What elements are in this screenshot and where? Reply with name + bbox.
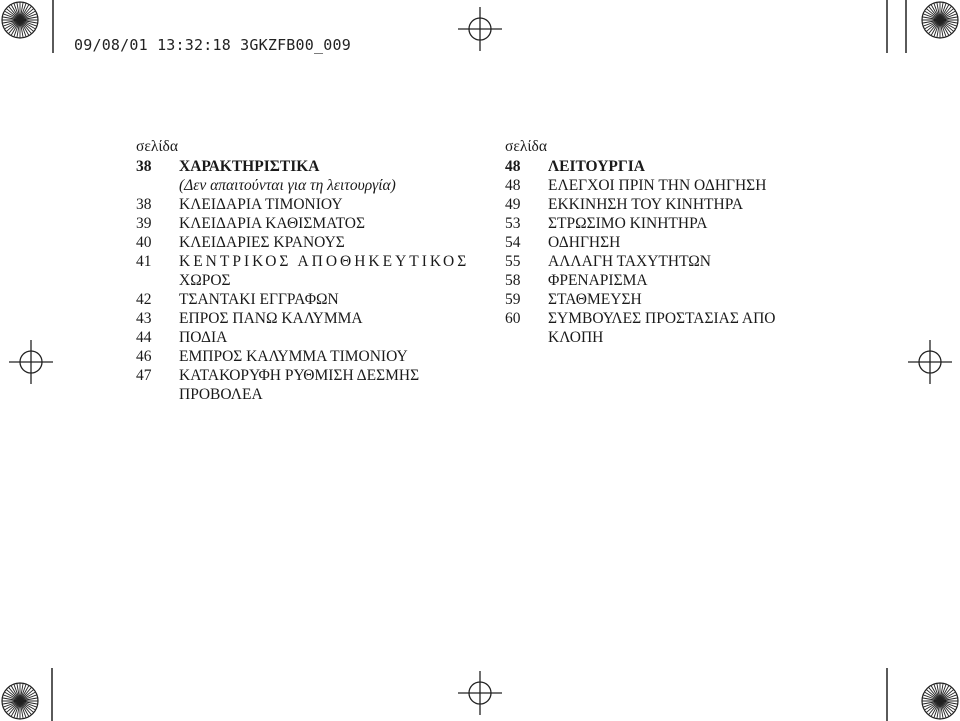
toc-entry-continuation: ΚΛΟΠΗ bbox=[548, 329, 604, 346]
toc-entry bbox=[136, 252, 476, 271]
toc-left-column bbox=[136, 137, 476, 404]
toc-entry bbox=[505, 309, 835, 328]
toc-entry-title: ΟΔΗΓΗΣΗ bbox=[548, 234, 621, 251]
crosshair-registration-icon-right bbox=[905, 337, 955, 387]
toc-page-number: 46 bbox=[136, 348, 152, 365]
toc-entry bbox=[505, 214, 835, 233]
toc-page-number: 42 bbox=[136, 291, 152, 308]
toc-entry-title: ΑΛΛΑΓΗ ΤΑΧΥΤΗΤΩΝ bbox=[548, 253, 711, 270]
toc-page-number: 48 bbox=[505, 158, 521, 175]
toc-entry bbox=[505, 176, 835, 195]
crop-mark-icon-top-left bbox=[48, 0, 68, 55]
toc-entry-title: ΣΥΜΒΟΥΛΕΣ ΠΡΟΣΤΑΣΙΑΣ ΑΠΟ bbox=[548, 310, 776, 327]
toc-entry-title: ΚΛΕΙΔΑΡΙΕΣ ΚΡΑΝΟΥΣ bbox=[179, 234, 345, 251]
crosshair-registration-icon-bottom bbox=[455, 668, 505, 718]
toc-page-number: 54 bbox=[505, 234, 521, 251]
toc-page-number: 49 bbox=[505, 196, 521, 213]
printer-slug: 09/08/01 13:32:18 3GKZFB00_009 bbox=[74, 36, 351, 54]
toc-entry bbox=[505, 290, 835, 309]
toc-note: (Δεν απαιτούνται για τη λειτουργία) bbox=[179, 177, 396, 194]
toc-entry-title: ΕΚΚΙΝΗΣΗ ΤΟΥ ΚΙΝΗΤΗΡΑ bbox=[548, 196, 744, 213]
crop-mark-icon-bottom-right bbox=[882, 668, 912, 721]
crop-mark-icon-top-right bbox=[882, 0, 912, 55]
toc-entry-title: ΚΛΕΙΔΑΡΙΑ ΤΙΜΟΝΙΟΥ bbox=[179, 196, 343, 213]
starburst-registration-icon-bottom-right bbox=[920, 681, 960, 721]
crop-mark-icon-bottom-left bbox=[30, 668, 70, 721]
toc-page-number: 48 bbox=[505, 177, 521, 194]
toc-section-title: ΧΑΡΑΚΤΗΡΙΣΤΙΚΑ bbox=[179, 158, 320, 175]
toc-page-number: 41 bbox=[136, 253, 152, 270]
toc-entry-title: ΠΟΔΙΑ bbox=[179, 329, 228, 346]
toc-entry-title: ΕΠΡΟΣ ΠΑΝΩ ΚΑΛΥΜΜΑ bbox=[179, 310, 363, 327]
toc-right-column bbox=[505, 137, 835, 347]
toc-entry bbox=[136, 233, 476, 252]
toc-entry-title: ΤΣΑΝΤΑΚΙ ΕΓΓΡΑΦΩΝ bbox=[179, 291, 339, 308]
toc-entry-title: ΚΑΤΑΚΟΡΥΦΗ ΡΥΘΜΙΣΗ ΔΕΣΜΗΣ bbox=[179, 367, 420, 384]
toc-entry-continuation: ΧΩΡΟΣ bbox=[179, 272, 231, 289]
crosshair-registration-icon-left bbox=[6, 337, 56, 387]
toc-entry bbox=[136, 328, 476, 347]
toc-entry bbox=[136, 157, 476, 176]
toc-entry bbox=[505, 252, 835, 271]
toc-entry bbox=[136, 347, 476, 366]
toc-entry bbox=[505, 195, 835, 214]
page-column-header: σελίδα bbox=[505, 138, 547, 155]
toc-entry-title: ΣΤΡΩΣΙΜΟ ΚΙΝΗΤΗΡΑ bbox=[548, 215, 708, 232]
toc-entry bbox=[505, 157, 835, 176]
toc-page-number: 43 bbox=[136, 310, 152, 327]
toc-entry bbox=[136, 214, 476, 233]
toc-entry bbox=[505, 233, 835, 252]
crosshair-registration-icon-top bbox=[455, 4, 505, 54]
toc-page-number: 40 bbox=[136, 234, 152, 251]
toc-page-number: 38 bbox=[136, 158, 152, 175]
toc-page-number: 60 bbox=[505, 310, 521, 327]
toc-entry-title: ΚΛΕΙΔΑΡΙΑ ΚΑΘΙΣΜΑΤΟΣ bbox=[179, 215, 366, 232]
toc-entry-title: ΕΜΠΡΟΣ ΚΑΛΥΜΜΑ ΤΙΜΟΝΙΟΥ bbox=[179, 348, 408, 365]
toc-entry-title: ΦΡΕΝΑΡΙΣΜΑ bbox=[548, 272, 648, 289]
toc-entry-title: ΕΛΕΓΧΟΙ ΠΡΙΝ ΤΗΝ ΟΔΗΓΗΣΗ bbox=[548, 177, 767, 194]
toc-page-number: 59 bbox=[505, 291, 521, 308]
toc-page-number: 58 bbox=[505, 272, 521, 289]
toc-entry-title: ΚΕΝΤΡΙΚΟΣ ΑΠΟΘΗΚΕΥΤΙΚΟΣ bbox=[179, 253, 470, 270]
starburst-registration-icon-top-left bbox=[0, 0, 40, 40]
starburst-registration-icon-top-right bbox=[920, 0, 960, 40]
toc-entry bbox=[136, 195, 476, 214]
toc-page-number: 39 bbox=[136, 215, 152, 232]
toc-page-number: 44 bbox=[136, 329, 152, 346]
toc-entry-title: ΣΤΑΘΜΕΥΣΗ bbox=[548, 291, 642, 308]
toc-page-number: 47 bbox=[136, 367, 152, 384]
toc-page-number: 55 bbox=[505, 253, 521, 270]
toc-entry bbox=[505, 271, 835, 290]
toc-section-title: ΛΕΙΤΟΥΡΓΙΑ bbox=[548, 158, 645, 175]
toc-entry-continuation: ΠΡΟΒΟΛΕΑ bbox=[179, 386, 263, 403]
toc-page-number: 38 bbox=[136, 196, 152, 213]
toc-entry bbox=[136, 366, 476, 385]
toc-entry bbox=[136, 309, 476, 328]
toc-entry bbox=[136, 290, 476, 309]
page-column-header: σελίδα bbox=[136, 138, 178, 155]
toc-page-number: 53 bbox=[505, 215, 521, 232]
